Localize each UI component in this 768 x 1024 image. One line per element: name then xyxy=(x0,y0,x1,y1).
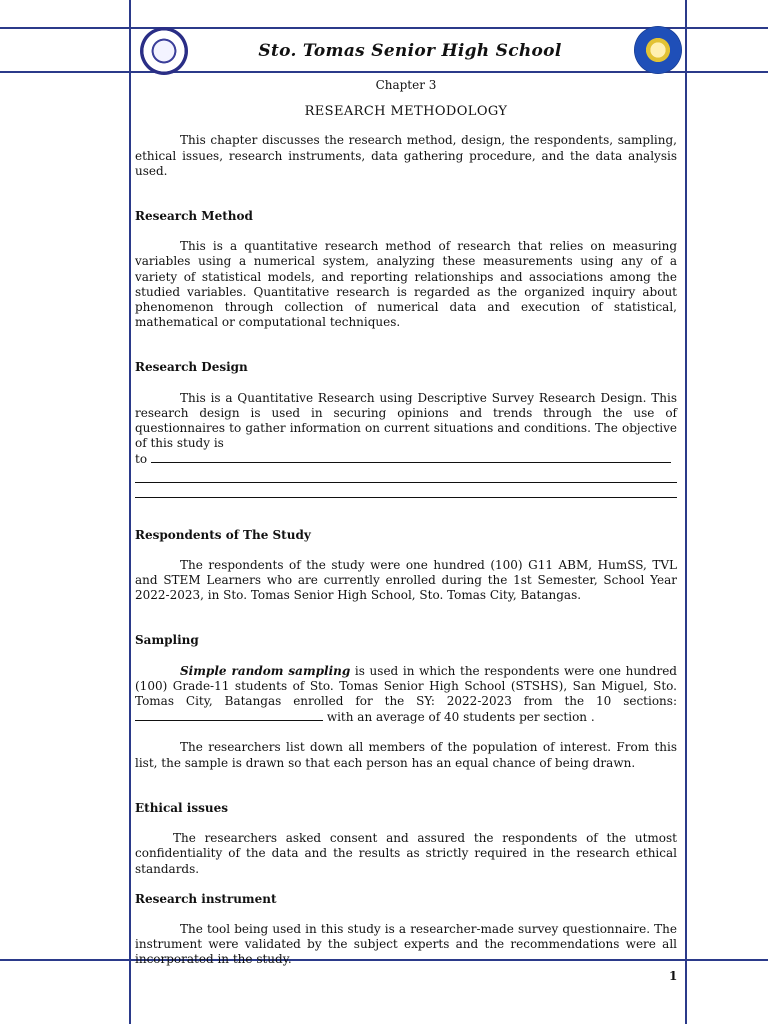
heading-ethical-issues: Ethical issues xyxy=(135,800,228,815)
document-title: RESEARCH METHODOLOGY xyxy=(304,104,508,120)
heading-research-design: Research Design xyxy=(135,360,248,375)
left-margin-line xyxy=(129,0,131,1024)
objective-blank-line xyxy=(135,451,677,467)
school-seal-logo xyxy=(634,26,682,74)
objective-blank-line-2 xyxy=(135,468,677,483)
sampling-paragraph-2: The researchers list down all members of the population of interest. From this list, the sample is drawn so that each person has an equal chance of being drawn. xyxy=(135,740,677,770)
heading-respondents: Respondents of The Study xyxy=(135,527,311,542)
deped-seal-logo xyxy=(140,27,188,75)
sampling-text-b: with an average of 40 students per section . xyxy=(323,710,595,725)
chapter-label: Chapter 3 xyxy=(375,78,437,92)
ethical-issues-paragraph: The researchers asked consent and assured the respondents of the utmost confidentiality of the data and the results as strictly required in the research ethical standards. xyxy=(135,831,677,876)
document-body xyxy=(135,78,677,968)
right-margin-line xyxy=(685,0,687,1024)
heading-research-instrument: Research instrument xyxy=(135,891,277,906)
sampling-text-a: is used in which the respondents were one hundred (100) Grade-11 students of Sto. Tomas Senior High School (STSHS), San Miguel, Sto. Tomas City, Batangas enrolled for the SY: 2022-2023 from the 10 sections: xyxy=(135,663,677,709)
sections-blank xyxy=(135,709,323,721)
objective-blank-line-3 xyxy=(135,483,677,498)
sampling-method-emphasis: Simple random sampling xyxy=(180,663,351,678)
heading-research-method: Research Method xyxy=(135,209,253,224)
page-number: 1 xyxy=(669,969,678,983)
research-design-paragraph: This is a Quantitative Research using Descriptive Survey Research Design. This research design is used in securing opinions and trends through the use of questionnaires to gather information on current situations and conditions. The objective of this study is xyxy=(135,390,677,451)
sampling-paragraph xyxy=(135,664,677,726)
school-name: Sto. Tomas Senior High School xyxy=(258,41,562,61)
research-instrument-paragraph: The tool being used in this study is a researcher-made survey questionnaire. The instrument were validated by the subject experts and the recommendations were all incorporated in the study. xyxy=(135,921,677,967)
objective-blank xyxy=(151,451,671,463)
intro-paragraph: This chapter discusses the research method, design, the respondents, sampling, ethical issues, research instruments, data gathering procedure, and the data analysis used. xyxy=(135,133,677,178)
heading-sampling: Sampling xyxy=(135,633,199,648)
respondents-paragraph: The respondents of the study were one hundred (100) G11 ABM, HumSS, TVL and STEM Learners who are currently enrolled during the 1st Semester, School Year 2022-2023, in Sto. Tomas Senior High School, Sto. Tomas City, Batangas. xyxy=(135,557,677,603)
objective-to-label: to xyxy=(135,452,148,467)
research-method-paragraph: This is a quantitative research method of research that relies on measuring variables using a numerical system, analyzing these measurements using any of a variety of statistical models, and reporting relationships and associations among the studied variables. Quantitative research is regarded as the organized inquiry about phenomenon through collection of numerical data and execution of statistical, mathematical or computational techniques. xyxy=(135,239,677,330)
